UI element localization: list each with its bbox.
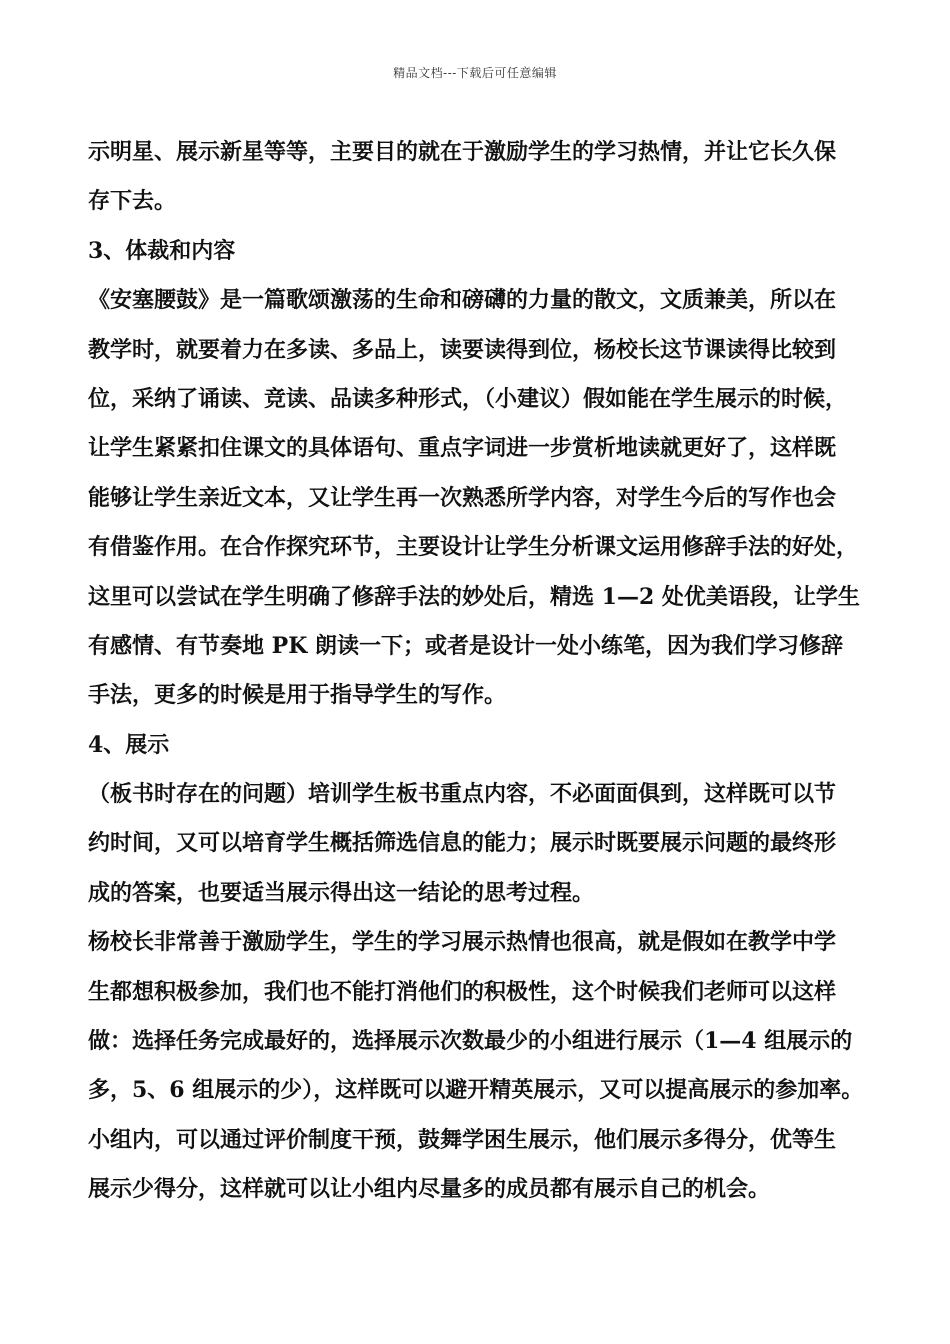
text-line: 生都想积极参加，我们也不能打消他们的积极性，这个时候我们老师可以这样 xyxy=(88,978,837,1005)
section-heading: 4、展示 xyxy=(88,731,170,758)
text-line: 《安塞腰鼓》是一篇歌颂激荡的生命和磅礴的力量的散文，文质兼美，所以在 xyxy=(88,287,837,314)
text-line: 存下去。 xyxy=(88,188,177,215)
text-line: 有借鉴作用。在合作探究环节，主要设计让学生分析课文运用修辞手法的好处， xyxy=(88,534,859,561)
text-line: 示明星、展示新星等等，主要目的就在于激励学生的学习热情，并让它长久保 xyxy=(88,139,837,165)
text-line: 能够让学生亲近文本，又让学生再一次熟悉所学内容，对学生今后的写作也会 xyxy=(88,484,837,511)
text-line: 约时间，又可以培育学生概括筛选信息的能力；展示时既要展示问题的最终形 xyxy=(88,830,837,857)
text-line: 手法，更多的时候是用于指导学生的写作。 xyxy=(88,682,507,709)
text-line: 这里可以尝试在学生明确了修辞手法的妙处后，精选 1—2 处优美语段，让学生 xyxy=(88,583,860,610)
page-header: 精品文档---下载后可任意编辑 xyxy=(393,66,557,80)
text-line: 多，5、6 组展示的少），这样既可以避开精英展示，又可以提高展示的参加率。 xyxy=(88,1077,864,1104)
text-line: （板书时存在的问题）培训学生板书重点内容，不必面面俱到，这样既可以节 xyxy=(88,781,837,808)
text-line: 有感情、有节奏地 PK 朗读一下；或者是设计一处小练笔，因为我们学习修辞 xyxy=(88,632,843,659)
text-line: 展示少得分，这样就可以让小组内尽量多的成员都有展示自己的机会。 xyxy=(88,1176,771,1203)
text-line: 位，采纳了诵读、竞读、品读多种形式，（小建议）假如能在学生展示的时候， xyxy=(88,385,848,412)
text-line: 让学生紧紧扣住课文的具体语句、重点字词进一步赏析地读就更好了，这样既 xyxy=(88,435,837,462)
text-line: 杨校长非常善于激励学生，学生的学习展示热情也很高，就是假如在教学中学 xyxy=(88,929,837,956)
text-line: 小组内，可以通过评价制度干预，鼓舞学困生展示，他们展示多得分，优等生 xyxy=(88,1126,837,1153)
text-line: 成的答案，也要适当展示得出这一结论的思考过程。 xyxy=(88,879,595,906)
text-line: 做：选择任务完成最好的，选择展示次数最少的小组进行展示（1—4 组展示的 xyxy=(88,1028,853,1055)
text-line: 教学时，就要着力在多读、多品上，读要读得到位，杨校长这节课读得比较到 xyxy=(88,336,837,363)
document-body xyxy=(88,130,868,1217)
section-heading: 3、体裁和内容 xyxy=(88,237,236,264)
